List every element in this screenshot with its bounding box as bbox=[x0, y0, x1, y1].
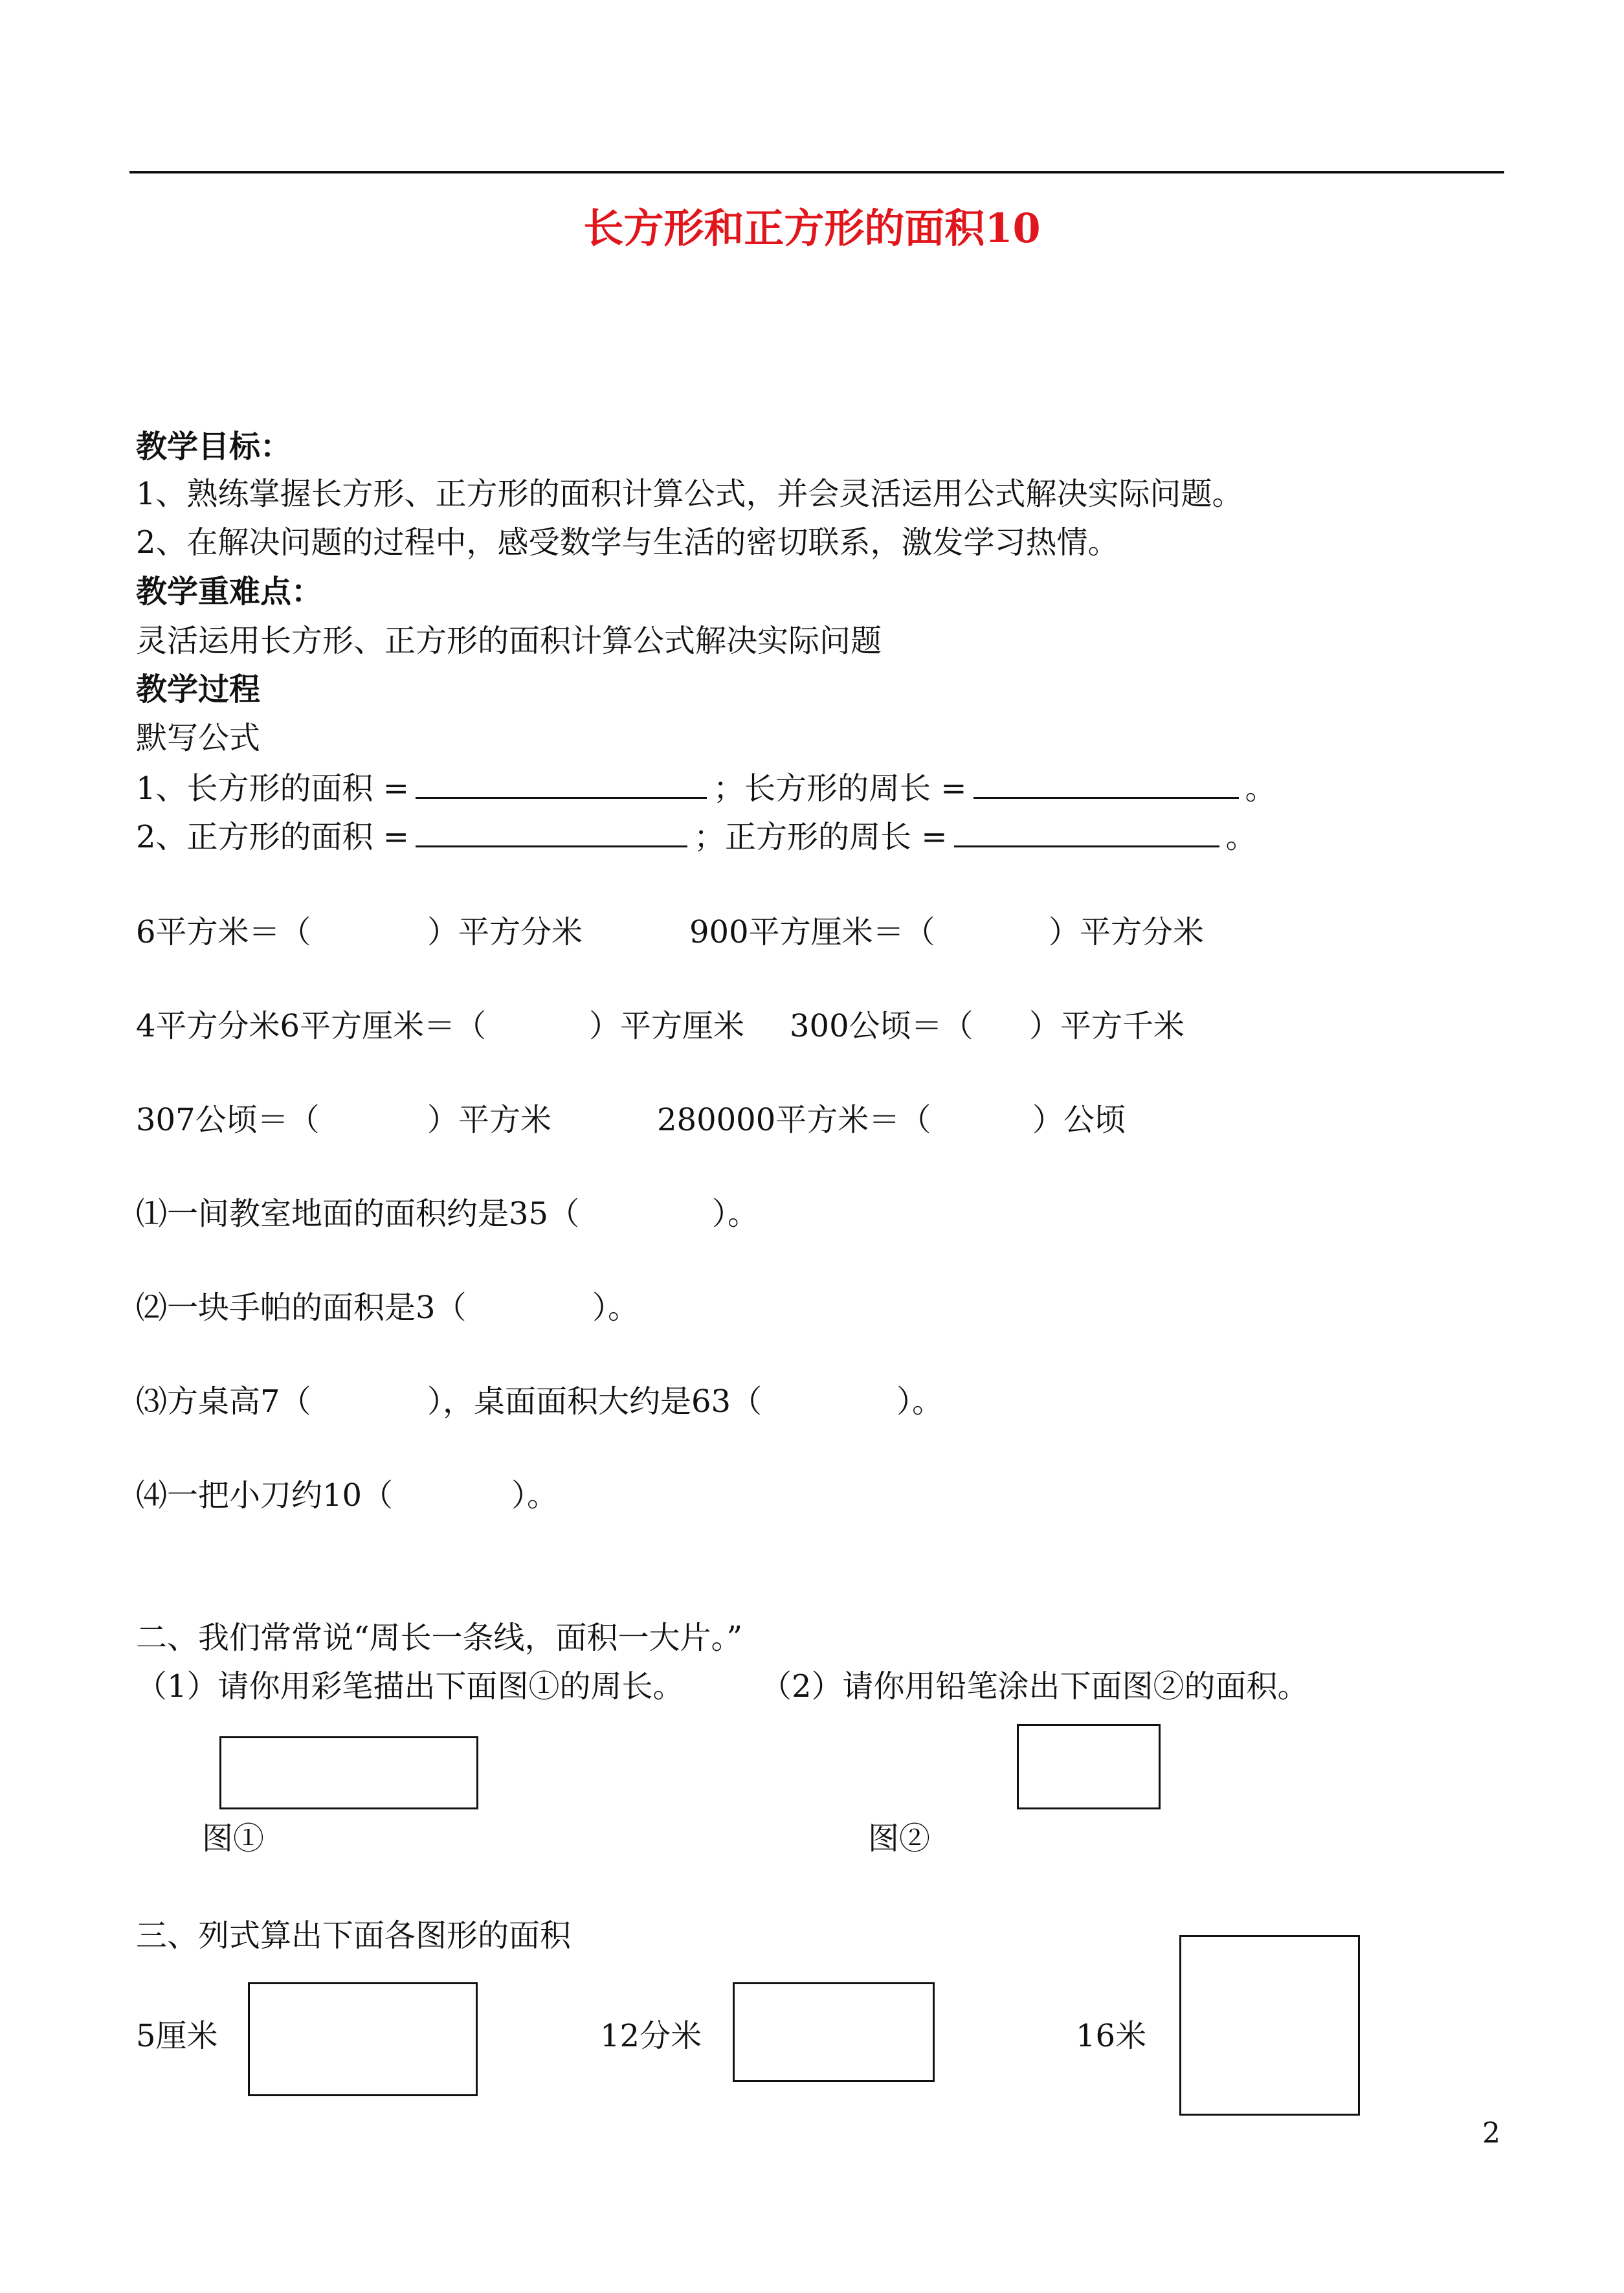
page-number: 2 bbox=[1482, 2117, 1500, 2150]
section2-task1: （1）请你用彩笔描出下面图①的周长。 bbox=[136, 1668, 684, 1705]
figure-1-label: 图① bbox=[202, 1820, 265, 1857]
rect-area-blank[interactable] bbox=[416, 767, 707, 799]
shape-3-square bbox=[1179, 1935, 1360, 2116]
key-points-text: 灵活运用长方形、正方形的面积计算公式解决实际问题 bbox=[136, 623, 882, 659]
section2-task2: （2）请你用铅笔涂出下面图②的面积。 bbox=[761, 1668, 1309, 1705]
formula-row-1 bbox=[136, 767, 1276, 808]
figure-2-rectangle bbox=[1017, 1724, 1161, 1809]
unit-q3-end: ）。 bbox=[896, 1383, 944, 1420]
conv-3a-unit: ）平方米 bbox=[427, 1102, 552, 1138]
figure-1-rectangle bbox=[219, 1736, 478, 1809]
rect-perimeter-blank[interactable] bbox=[973, 767, 1239, 799]
unit-q2: ⑵一块手帕的面积是3（ bbox=[136, 1290, 467, 1326]
shape-2-rectangle bbox=[733, 1982, 935, 2082]
section2-heading: 二、我们常常说“周长一条线，面积一大片。” bbox=[136, 1620, 743, 1656]
unit-q1: ⑴一间教室地面的面积约是35（ bbox=[136, 1196, 580, 1232]
section3-heading: 三、列式算出下面各图形的面积 bbox=[136, 1918, 572, 1954]
unit-q3: ⑶方桌高7（ bbox=[136, 1383, 311, 1420]
conv-1b-unit: ）平方分米 bbox=[1049, 914, 1205, 950]
conv-3b: 280000平方米＝（ bbox=[657, 1102, 931, 1138]
conv-2a: 4平方分米6平方厘米＝（ bbox=[136, 1008, 487, 1044]
unit-q4-end: ）。 bbox=[511, 1477, 559, 1514]
unit-q1-end: ）。 bbox=[712, 1196, 759, 1232]
process-subheading: 默写公式 bbox=[136, 720, 261, 756]
key-points-heading: 教学重难点： bbox=[136, 574, 323, 610]
objective-item-2: 2、在解决问题的过程中，感受数学与生活的密切联系，激发学习热情。 bbox=[136, 524, 1119, 561]
conv-1b: 900平方厘米＝（ bbox=[689, 914, 935, 950]
formula-end-2: 。 bbox=[1225, 819, 1257, 855]
formula-end-1: 。 bbox=[1245, 770, 1276, 807]
square-perimeter-label: ；正方形的周长 = bbox=[694, 819, 948, 855]
conv-1a: 6平方米＝（ bbox=[136, 914, 311, 950]
objectives-heading: 教学目标： bbox=[136, 429, 292, 465]
conv-2a-unit: ）平方厘米 bbox=[589, 1008, 745, 1044]
square-perimeter-blank[interactable] bbox=[954, 816, 1219, 847]
unit-q4: ⑷一把小刀约10（ bbox=[136, 1477, 394, 1514]
shape-1-rectangle bbox=[248, 1982, 478, 2096]
shape-3-label: 16米 bbox=[1076, 2018, 1147, 2054]
rect-perimeter-label: ；长方形的周长 = bbox=[713, 770, 967, 807]
rect-area-label: 1、长方形的面积 = bbox=[136, 770, 410, 807]
conv-2b-unit: ）平方千米 bbox=[1029, 1008, 1185, 1044]
page-title: 长方形和正方形的面积10 bbox=[583, 205, 1041, 252]
square-area-label: 2、正方形的面积 = bbox=[136, 819, 410, 855]
shape-1-label: 5厘米 bbox=[136, 2018, 218, 2054]
conv-2b: 300公顷＝（ bbox=[790, 1008, 973, 1044]
header-rule bbox=[129, 171, 1504, 173]
shape-2-label: 12分米 bbox=[600, 2018, 702, 2054]
formula-row-2 bbox=[136, 816, 1257, 856]
objective-item-1: 1、熟练掌握长方形、正方形的面积计算公式，并会灵活运用公式解决实际问题。 bbox=[136, 476, 1243, 512]
unit-q2-end: ）。 bbox=[592, 1290, 640, 1326]
conv-1a-unit: ）平方分米 bbox=[427, 914, 583, 950]
process-heading: 教学过程 bbox=[136, 671, 261, 708]
conv-3b-unit: ）公顷 bbox=[1032, 1102, 1126, 1138]
figure-2-label: 图② bbox=[868, 1820, 931, 1857]
conv-3a: 307公顷＝（ bbox=[136, 1102, 320, 1138]
square-area-blank[interactable] bbox=[416, 816, 687, 847]
unit-q3-mid: ），桌面面积大约是63（ bbox=[427, 1383, 762, 1420]
